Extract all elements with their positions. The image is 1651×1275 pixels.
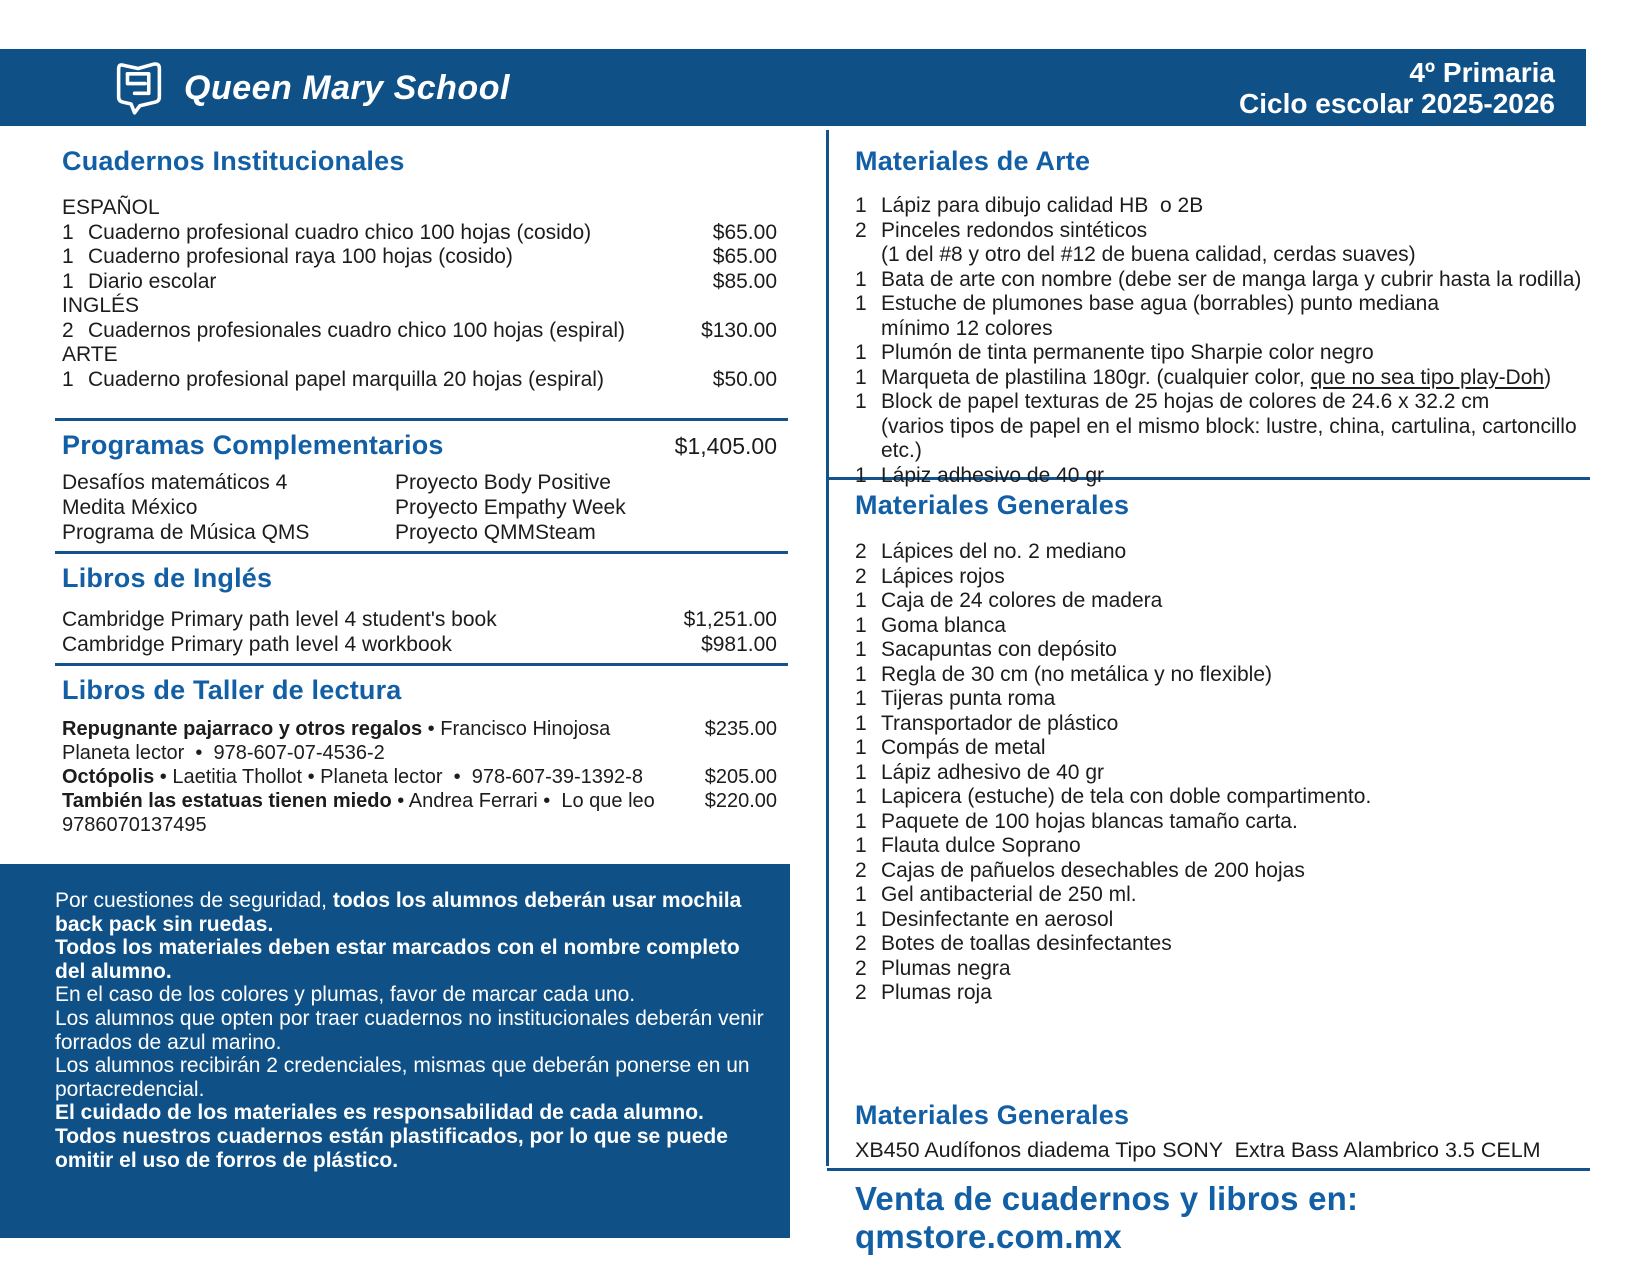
item-qty: 1 [855,662,867,686]
list-item [855,243,1591,268]
item-price: $85.00 [712,269,777,293]
text-segment: Plumón de tinta permanente tipo Sharpie color negro [881,341,1374,364]
list-item [855,785,1591,810]
item-qty: 1 [855,267,867,291]
item-desc: Botes de toallas desinfectantes [881,932,1172,955]
item-price: $1,251.00 [683,608,777,631]
item-qty: 1 [855,194,867,217]
item-desc: Plumas negra [881,956,1011,980]
item-desc [881,292,1591,317]
list-item [855,614,1591,639]
item-qty: 1 [62,220,74,244]
list-item [855,565,1591,590]
item-qty: 1 [855,589,867,612]
section-libros-ingles [62,563,788,657]
item-desc: Compás de metal [881,736,1046,759]
subject-label: ARTE [62,343,118,366]
text-segment: del alumno. [55,959,172,983]
subject-label: INGLÉS [62,294,140,317]
list-item [855,292,1591,317]
store-url-banner: Venta de cuadernos y libros en: qmstore.com.mx [855,1180,1359,1255]
notice-line [55,913,770,937]
item-desc: Cuaderno profesional papel marquilla 20 hojas (espiral) [88,367,604,391]
text-segment: mínimo 12 colores [881,316,1053,340]
book-title: También las estatuas tienen miedo [62,790,392,812]
item-qty: 2 [855,932,867,955]
program-name: Programa de Música QMS [62,521,310,544]
text-segment: Todos los materiales deben estar marcados con el nombre completo [55,936,740,960]
item-desc: Lapicera (estuche) de tela con doble compartimento. [881,785,1372,808]
item-qty: 1 [855,365,867,389]
item-desc [881,219,1591,244]
item-qty: 2 [855,540,867,563]
section-title: Materiales Generales [855,1100,1130,1130]
item-desc: Plumas roja [881,981,992,1004]
item-desc: Paquete de 100 hojas blancas tamaño carta. [881,809,1298,833]
section-cuadernos-institucionales [62,146,788,392]
item-desc: Lápices del no. 2 mediano [881,540,1127,563]
item-desc: Tijeras punta roma [881,687,1056,710]
item-price: $205.00 [704,766,777,788]
program-name: Proyecto Empathy Week [395,496,626,519]
list-item [62,319,777,344]
section-title: Libros de Inglés [62,563,273,593]
section-title: Cuadernos Institucionales [62,146,405,176]
item-qty: 1 [62,367,74,391]
item-desc: Caja de 24 colores de madera [881,589,1163,612]
qms-book-logo-icon [108,59,170,117]
book-isbn-line: 9786070137495 [62,814,207,836]
section-rule [55,663,788,666]
text-segment: portacredencial. [55,1077,205,1101]
item-desc [881,268,1591,293]
notice-line [55,983,770,1007]
section-materiales-generales [855,490,1591,1006]
notice-line [55,1007,770,1031]
list-item [62,270,777,295]
list-item [855,317,1591,342]
section-rule [55,551,788,554]
item-desc: Desinfectante en aerosol [881,907,1114,931]
item-desc: Transportador de plástico [881,711,1119,735]
item-desc: Lápices rojos [881,564,1005,588]
item-price: $235.00 [704,718,777,740]
text-segment: Pinceles redondos sintéticos [881,218,1148,242]
cuadernos-list [62,196,788,392]
list-item [855,268,1591,293]
section-title: Libros de Taller de lectura [62,675,402,705]
item-qty: 1 [855,785,867,808]
item-desc: Cuaderno profesional cuadro chico 100 hojas (cosido) [88,220,592,244]
list-item [855,194,1591,219]
text-segment: Por cuestiones de seguridad, [55,889,333,912]
item-desc [881,390,1591,415]
text-segment: Los alumnos que opten por traer cuadernos no institucionales deberán venir [55,1006,764,1030]
item-qty: 1 [855,736,867,759]
item-qty: 1 [855,834,867,857]
item-qty: 1 [855,883,867,906]
item-desc: Regla de 30 cm (no metálica y no flexible) [881,662,1273,686]
text-segment: El cuidado de los materiales es responsabilidad de cada alumno. [55,1101,704,1125]
item-desc: Lápiz adhesivo de 40 gr [881,760,1104,784]
list-item [855,687,1591,712]
item-price: $65.00 [712,245,777,268]
book-main [62,789,667,813]
text-segment: Lápiz para dibujo calidad HB o 2B [881,194,1204,217]
book-entry [62,717,777,741]
item-price: $130.00 [701,318,777,342]
item-qty: 1 [855,292,867,315]
text-segment: Block de papel texturas de 25 hojas de colores de 24.6 x 32.2 cm [881,390,1490,413]
text-segment: ) [1544,365,1552,389]
section-title: Materiales Generales [855,490,1130,520]
item-qty: 2 [855,218,867,242]
notice-text [0,864,790,1172]
item-desc: Cuadernos profesionales cuadro chico 100 hojas (espiral) [88,318,625,342]
item-desc-continuation [855,243,1591,268]
section-title: Programas Complementarios [62,430,444,460]
item-qty: 2 [855,981,867,1004]
list-item [855,932,1591,957]
item-desc: Sacapuntas con depósito [881,638,1117,661]
item-qty: 1 [855,341,867,364]
program-name: Desafíos matemáticos 4 [62,471,288,494]
item-qty: 1 [855,809,867,833]
item-price: $981.00 [701,632,777,656]
item-qty: 1 [855,613,867,637]
list-item [62,221,777,246]
item-qty: 1 [855,687,867,710]
list-item [855,219,1591,244]
item-desc: Cajas de pañuelos desechables de 200 hojas [881,858,1305,882]
item-desc [881,194,1591,219]
school-name: Queen Mary School [184,68,510,107]
list-item [855,589,1591,614]
list-item [62,608,777,633]
program-name: Medita México [62,496,198,519]
list-item [855,957,1591,982]
item-qty: 1 [855,907,867,931]
item-desc: Cuaderno profesional raya 100 hojas (cosido) [88,245,513,268]
list-item [855,390,1591,415]
book-authors: • Francisco Hinojosa [422,718,611,740]
item-qty: 1 [855,711,867,735]
item-qty: 2 [855,956,867,980]
text-segment: (varios tipos de papel en el mismo block: lustre, china, cartulina, cartoncillo etc.) [881,414,1583,462]
notice-line [55,1078,770,1102]
book-authors: • Andrea Ferrari • Lo que leo [391,790,655,812]
audifonos-item: XB450 Audífonos diadema Tipo SONY Extra Bass Alambrico 3.5 CELM [855,1138,1541,1162]
notice-line [55,1031,770,1055]
item-desc: Gel antibacterial de 250 ml. [881,883,1137,906]
book-main [62,765,667,789]
text-segment: Estuche de plumones base agua (borrables) punto mediana [881,292,1440,315]
section-materiales-arte [855,146,1591,488]
list-item [62,245,777,270]
materiales-arte-list [855,194,1591,488]
list-item [855,540,1591,565]
programas-columns [62,470,788,545]
program-name: Proyecto Body Positive [395,471,611,494]
list-item [62,368,777,393]
list-item [855,415,1591,464]
program-name: Proyecto QMMSteam [395,521,596,544]
list-item [855,981,1591,1006]
programas-col2 [395,470,626,545]
list-item [855,761,1591,786]
text-segment: Marqueta de plastilina 180gr. (cualquier color, [881,365,1311,389]
list-item [855,366,1591,391]
cycle-label: Ciclo escolar 2025-2026 [1239,88,1555,119]
grade-cycle-block [1239,57,1555,119]
text-segment: forrados de azul marino. [55,1030,282,1054]
notice-line [55,889,770,913]
item-desc-continuation [855,317,1591,342]
school-logo [108,58,510,118]
book-entry [62,765,777,789]
book-title: Octópolis [62,766,155,788]
item-qty: 1 [62,269,74,293]
item-desc [881,341,1591,366]
text-segment: Los alumnos recibirán 2 credenciales, mismas que deberán ponerse en un [55,1054,750,1078]
section-materiales-generales-audifonos [855,1100,1591,1163]
notice-line [55,936,770,960]
list-item [855,908,1591,933]
item-desc [881,464,1591,489]
book-authors: • Laetitia Thollot • Planeta lector • 978-607-39-1392-8 [154,766,643,788]
text-segment: En el caso de los colores y plumas, favor de marcar cada uno. [55,983,636,1007]
item-desc [881,366,1591,391]
text-segment: back pack sin ruedas. [55,912,274,936]
list-item [855,834,1591,859]
item-qty: 2 [855,564,867,588]
section-title: Materiales de Arte [855,146,1091,176]
list-item [855,883,1591,908]
list-item [855,859,1591,884]
item-price: $220.00 [704,790,777,812]
text-segment: Lápiz adhesivo de 40 gr [881,463,1104,487]
item-qty: 2 [855,858,867,882]
item-price: $50.00 [712,367,777,391]
text-segment: omitir el uso de forros de plástico. [55,1148,399,1172]
item-qty: 1 [855,638,867,661]
notice-line [55,1125,770,1149]
list-item [855,638,1591,663]
section-rule [827,1168,1590,1171]
item-qty: 1 [855,760,867,784]
item-desc: Cambridge Primary path level 4 student's book [62,608,497,631]
list-item [855,464,1591,489]
item-desc: Flauta dulce Soprano [881,834,1081,857]
libros-ingles-list [62,608,788,657]
text-segment: Todos nuestros cuadernos están plastificados, por lo que se puede [55,1124,728,1148]
notice-line [55,1149,770,1173]
underlined-text: que no sea tipo play-Doh [1310,365,1545,389]
list-item [855,736,1591,761]
item-desc-continuation [855,415,1591,464]
section-programas-complementarios [62,430,788,545]
notice-line [55,1101,770,1125]
book-title: Repugnante pajarraco y otros regalos [62,718,423,740]
header-band [0,49,1586,126]
notice-box [0,864,790,1238]
item-desc: Diario escolar [88,269,217,293]
book-main [62,717,667,741]
taller-lectura-list [62,717,788,837]
item-desc: Goma blanca [881,613,1006,637]
notice-line [55,960,770,984]
item-price: $65.00 [712,220,777,244]
list-item [855,810,1591,835]
item-qty: 2 [62,318,74,342]
grade-label: 4º Primaria [1409,57,1555,88]
text-segment: Bata de arte con nombre (debe ser de manga larga y cubrir hasta la rodilla) [881,267,1582,291]
subject-label: ESPAÑOL [62,196,160,219]
book-isbn-line: Planeta lector • 978-607-07-4536-2 [62,742,385,764]
item-qty: 1 [62,245,74,268]
notice-line [55,1054,770,1078]
column-divider [826,130,829,1166]
book-entry [62,789,777,813]
text-segment: todos los alumnos deberán usar mochila [332,889,742,912]
item-qty: 1 [855,463,867,487]
list-item [855,712,1591,737]
programas-price: $1,405.00 [674,433,777,459]
section-taller-lectura [62,675,788,837]
list-item [855,663,1591,688]
text-segment: (1 del #8 y otro del #12 de buena calidad, cerdas suaves) [881,243,1416,266]
list-item [855,341,1591,366]
materiales-generales-list [855,540,1591,1006]
programas-col1 [62,470,395,545]
item-qty: 1 [855,390,867,413]
section-rule [55,418,788,421]
item-desc: Cambridge Primary path level 4 workbook [62,632,452,656]
list-item [62,633,777,658]
